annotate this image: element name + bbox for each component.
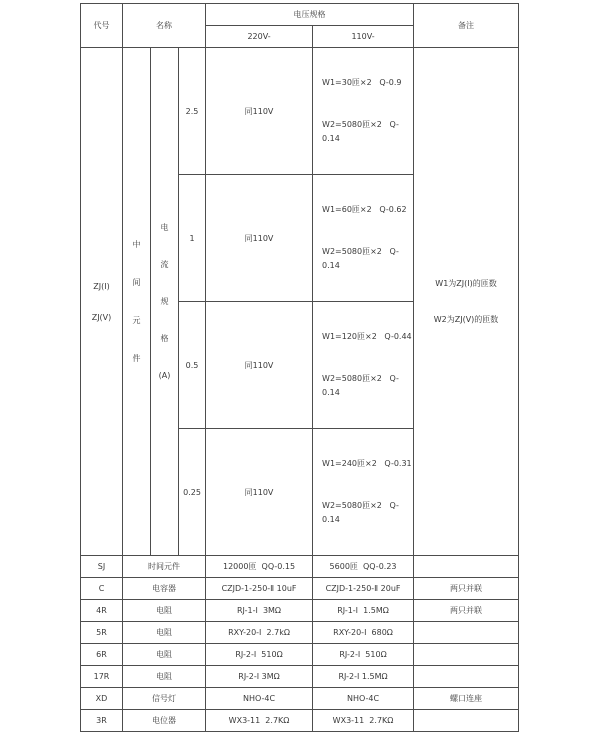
winding-line: W2=5080匝×2 Q-0.14 <box>322 247 399 270</box>
zj-current-char: 格 <box>160 334 169 343</box>
header-110v: 110V- <box>313 26 414 48</box>
zj-remark <box>414 48 519 556</box>
row-name: 电容器 <box>123 578 206 600</box>
row-220v: RJ-2-Ⅰ 3MΩ <box>206 666 313 688</box>
table-row <box>81 666 519 688</box>
zj-name-char: 件 <box>132 353 141 363</box>
winding-line: W1=120匝×2 Q-0.44 <box>322 332 412 341</box>
zj-row-220v: 同110V <box>206 429 313 556</box>
row-name: 信号灯 <box>123 688 206 710</box>
header-remark: 备注 <box>414 4 519 48</box>
row-name: 电阻 <box>123 600 206 622</box>
table-row <box>81 710 519 732</box>
row-remark <box>414 644 519 666</box>
zj-row-110v <box>313 175 414 302</box>
header-code: 代号 <box>81 4 123 48</box>
row-110v: RJ-2-Ⅰ 510Ω <box>313 644 414 666</box>
zj-name-char: 间 <box>132 277 141 287</box>
header-220v: 220V- <box>206 26 313 48</box>
zj-current-spec-vertical <box>151 48 179 556</box>
winding-line: W1=30匝×2 Q-0.9 <box>322 78 402 87</box>
row-code: C <box>81 578 123 600</box>
table-row <box>81 644 519 666</box>
row-remark <box>414 710 519 732</box>
winding-line: W2=5080匝×2 Q-0.14 <box>322 374 399 397</box>
zj-row-current: 1 <box>179 175 206 302</box>
row-220v: CZJD-1-250-Ⅱ 10uF <box>206 578 313 600</box>
table-row <box>81 556 519 578</box>
row-220v: RJ-2-Ⅰ 510Ω <box>206 644 313 666</box>
row-110v: RXY-20-Ⅰ 680Ω <box>313 622 414 644</box>
row-remark: 两只并联 <box>414 578 519 600</box>
header-name: 名称 <box>123 4 206 48</box>
winding-line: W2=5080匝×2 Q-0.14 <box>322 501 399 524</box>
row-name: 时间元件 <box>123 556 206 578</box>
zj-current-char: 电 <box>160 223 169 232</box>
header-voltage-spec: 电压规格 <box>206 4 414 26</box>
table-row <box>81 622 519 644</box>
row-110v: RJ-2-Ⅰ 1.5MΩ <box>313 666 414 688</box>
row-code: 5R <box>81 622 123 644</box>
row-code: 17R <box>81 666 123 688</box>
zj-row-current: 2.5 <box>179 48 206 175</box>
row-remark: 螺口连座 <box>414 688 519 710</box>
zj-remark-line: W1为ZJ(I)的匝数 <box>435 278 497 288</box>
row-110v: NHO-4C <box>313 688 414 710</box>
zj-name-vertical <box>123 48 151 556</box>
zj-name-char: 中 <box>132 239 141 249</box>
winding-line: W1=240匝×2 Q-0.31 <box>322 459 412 468</box>
row-remark <box>414 556 519 578</box>
row-110v: RJ-1-Ⅰ 1.5MΩ <box>313 600 414 622</box>
row-name: 电位器 <box>123 710 206 732</box>
component-spec-table <box>80 3 519 732</box>
row-220v: WX3-11 2.7KΩ <box>206 710 313 732</box>
zj-current-char: 规 <box>160 297 169 306</box>
zj-current-char: (A) <box>158 371 171 380</box>
table-row <box>81 688 519 710</box>
row-code: 4R <box>81 600 123 622</box>
row-code: SJ <box>81 556 123 578</box>
row-name: 电阻 <box>123 644 206 666</box>
zj-row-current: 0.5 <box>179 302 206 429</box>
zj-code-line1: ZJ(I) <box>93 281 110 291</box>
winding-line: W1=60匝×2 Q-0.62 <box>322 205 407 214</box>
zj-code-line2: ZJ(V) <box>91 312 112 322</box>
zj-remark-line: W2为ZJ(V)的匝数 <box>433 314 499 324</box>
row-code: 6R <box>81 644 123 666</box>
zj-code <box>81 48 123 556</box>
row-220v: RXY-20-Ⅰ 2.7kΩ <box>206 622 313 644</box>
zj-row-110v <box>313 48 414 175</box>
row-remark: 两只并联 <box>414 600 519 622</box>
row-220v: NHO-4C <box>206 688 313 710</box>
row-remark <box>414 622 519 644</box>
row-110v: CZJD-1-250-Ⅱ 20uF <box>313 578 414 600</box>
row-name: 电阻 <box>123 666 206 688</box>
zj-row-220v: 同110V <box>206 48 313 175</box>
row-110v: 5600匝 QQ-0.23 <box>313 556 414 578</box>
zj-row-current: 0.25 <box>179 429 206 556</box>
table-row <box>81 578 519 600</box>
zj-row-220v: 同110V <box>206 302 313 429</box>
row-remark <box>414 666 519 688</box>
zj-current-char: 流 <box>160 260 169 269</box>
winding-line: W2=5080匝×2 Q-0.14 <box>322 120 399 143</box>
table-row <box>81 600 519 622</box>
row-code: XD <box>81 688 123 710</box>
zj-row-110v <box>313 429 414 556</box>
row-220v: 12000匝 QQ-0.15 <box>206 556 313 578</box>
row-110v: WX3-11 2.7KΩ <box>313 710 414 732</box>
row-name: 电阻 <box>123 622 206 644</box>
zj-row-220v: 同110V <box>206 175 313 302</box>
row-220v: RJ-1-Ⅰ 3MΩ <box>206 600 313 622</box>
zj-row-110v <box>313 302 414 429</box>
row-code: 3R <box>81 710 123 732</box>
zj-name-char: 元 <box>132 315 141 325</box>
